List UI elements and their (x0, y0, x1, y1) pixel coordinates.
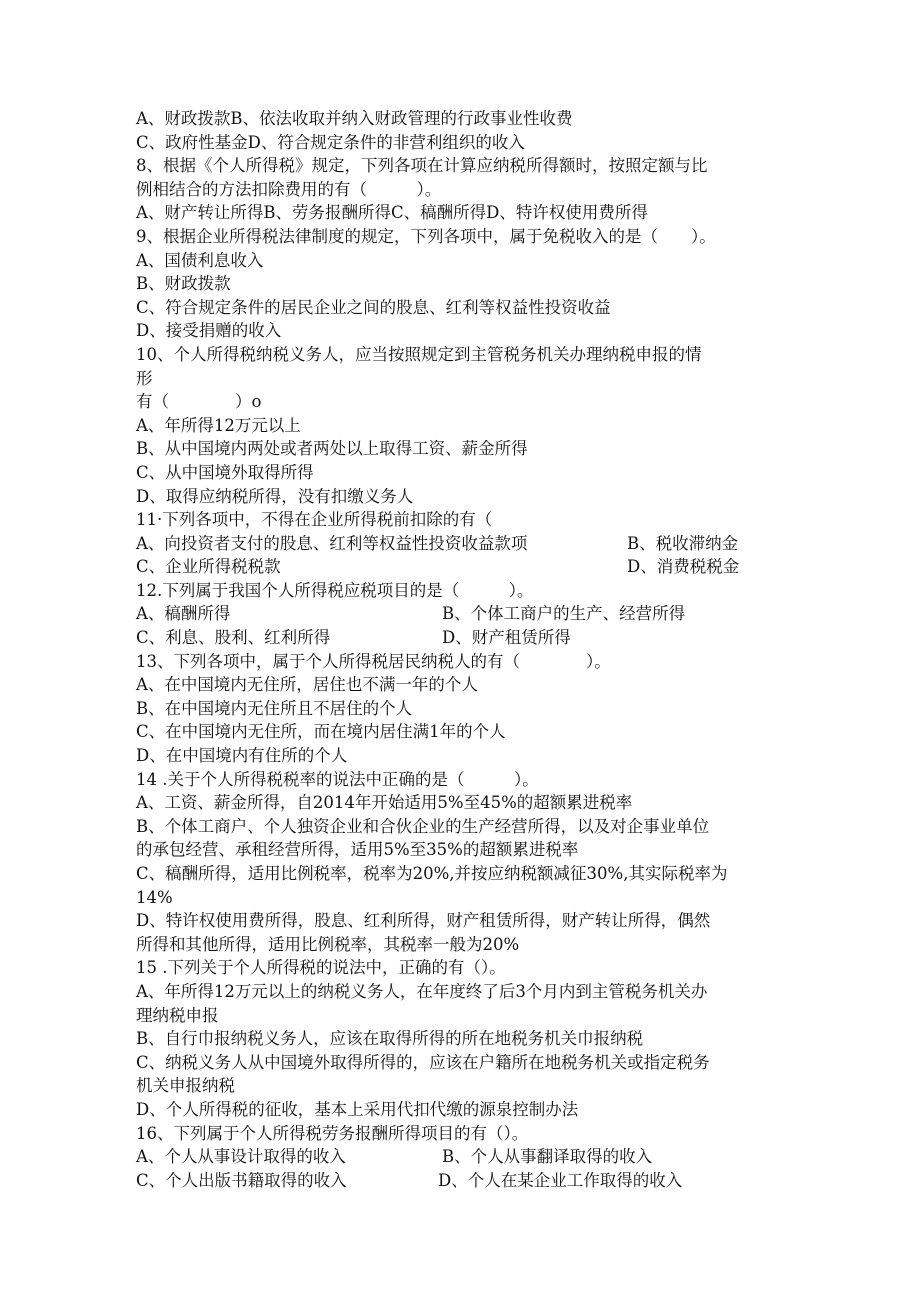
text-line: C、符合规定条件的居民企业之间的股息、红利等权益性投资收益 (136, 297, 611, 317)
text-line: 14% (136, 887, 173, 907)
text-line: A、国债利息收入 (136, 250, 264, 270)
text-line: C、从中国境外取得所得 (136, 462, 314, 482)
text-line: 16、下列属于个人所得税劳务报酬所得项目的有（）。 (136, 1123, 529, 1143)
text-line: A、财政拨款B、依法收取并纳入财政管理的行政事业性收费 (136, 109, 573, 128)
text-line: 所得和其他所得，适用比例税率，其税率一般为20% (136, 934, 520, 954)
q16-options-row-2 (136, 1169, 786, 1193)
text-line: 机关申报纳税 (136, 1076, 235, 1096)
text-line: D、在中国境内有住所的个人 (136, 746, 348, 766)
text-line: 有（ ）o (136, 392, 262, 412)
text-line: C、稿酬所得，适用比例税率，税率为20%,并按应纳税额减征30%,其实际税率为 (136, 864, 728, 883)
q11-option-a: A、向投资者支付的股息、红利等权益性投资收益款项 (136, 533, 528, 553)
text-line: 15 .下列关于个人所得税的说法中，正确的有（）。 (136, 958, 506, 978)
text-line: D、个人所得税的征收，基本上采用代扣代缴的源泉控制办法 (136, 1099, 579, 1119)
text-line: B、个体工商户、个人独资企业和合伙企业的生产经营所得，以及对企事业单位 (136, 816, 710, 836)
text-line: A、年所得12万元以上的纳税义务人，在年度终了后3个月内到主管税务机关办 (136, 981, 708, 1001)
q11-option-b: B、税收滞纳金 (627, 533, 739, 553)
text-line: 13、下列各项中，属于个人所得税居民纳税人的有（ ）。 (136, 651, 611, 671)
q12-options-row-1 (136, 602, 786, 626)
text-line: 理纳税申报 (136, 1005, 219, 1025)
q11-options-row-1 (136, 532, 786, 556)
text-line: D、特许权使用费所得，股息、红利所得，财产租赁所得，财产转让所得，偶然 (136, 911, 711, 931)
text-line: C、纳税义务人从中国境外取得所得的，应该在户籍所在地税务机关或指定税务 (136, 1052, 710, 1072)
text-line: A、工资、薪金所得，自2014年开始适用5%至45%的超额累进税率 (136, 793, 633, 813)
text-line: 10、个人所得税纳税义务人，应当按照规定到主管税务机关办理纳税申报的情 (136, 344, 702, 364)
text-line: 8、根据《个人所得税》规定，下列各项在计算应纳税所得额时，按照定额与比 (136, 156, 708, 176)
q11-option-c: C、企业所得税税款 (136, 557, 281, 577)
text-line: A、财产转让所得B、劳务报酬所得C、稿酬所得D、特许权使用费所得 (136, 203, 648, 223)
text-line: D、取得应纳税所得，没有扣缴义务人 (136, 486, 414, 506)
question-text-block (136, 107, 786, 1192)
q11-option-d: D、消费税税金 (627, 557, 740, 577)
text-line: 9、根据企业所得税法律制度的规定，下列各项中，属于免税收入的是（ ）。 (136, 226, 716, 246)
text-line: B、财政拨款 (136, 274, 231, 294)
q12-option-b: B、个体工商户的生产、经营所得 (442, 604, 686, 624)
q12-stem: 12.下列属于我国个人所得税应税项目的是（ ）。 (136, 580, 534, 600)
q16-option-c: C、个人出版书籍取得的收入 (136, 1170, 347, 1190)
text-line: C、政府性基金D、符合规定条件的非营利组织的收入 (136, 132, 525, 152)
text-line: 形 (136, 368, 153, 388)
q11-options-row-2 (136, 555, 786, 579)
text-line: A、在中国境内无住所，居住也不满一年的个人 (136, 675, 478, 695)
text-line: B、从中国境内两处或者两处以上取得工资、薪金所得 (136, 439, 528, 459)
text-line: 例相结合的方法扣除费用的有（ ）。 (136, 179, 442, 199)
q16-option-b: B、个人从事翻译取得的收入 (442, 1147, 653, 1167)
q16-options-row-1 (136, 1145, 786, 1169)
text-line: B、在中国境内无住所且不居住的个人 (136, 698, 413, 718)
text-line: B、自行巾报纳税义务人，应该在取得所得的所在地税务机关巾报纳税 (136, 1029, 644, 1049)
text-line: A、年所得12万元以上 (136, 415, 301, 435)
q12-option-d: D、财产租赁所得 (442, 628, 571, 648)
q12-options-row-2 (136, 626, 786, 650)
text-line: 的承包经营、承租经营所得，适用5%至35%的超额累进税率 (136, 840, 579, 860)
text-line: C、在中国境内无住所，而在境内居住满1年的个人 (136, 722, 506, 742)
text-line: 14 .关于个人所得税税率的说法中正确的是（ ）。 (136, 769, 539, 789)
text-line: 11·下列各项中，不得在企业所得税前扣除的有（ (136, 510, 493, 530)
q12-option-a: A、稿酬所得 (136, 604, 231, 624)
text-line: D、接受捐赠的收入 (136, 321, 282, 341)
q12-option-c: C、利息、股利、红利所得 (136, 628, 331, 648)
q16-option-a: A、个人从事设计取得的收入 (136, 1147, 346, 1167)
q16-option-d: D、个人在某企业工作取得的收入 (438, 1170, 683, 1190)
